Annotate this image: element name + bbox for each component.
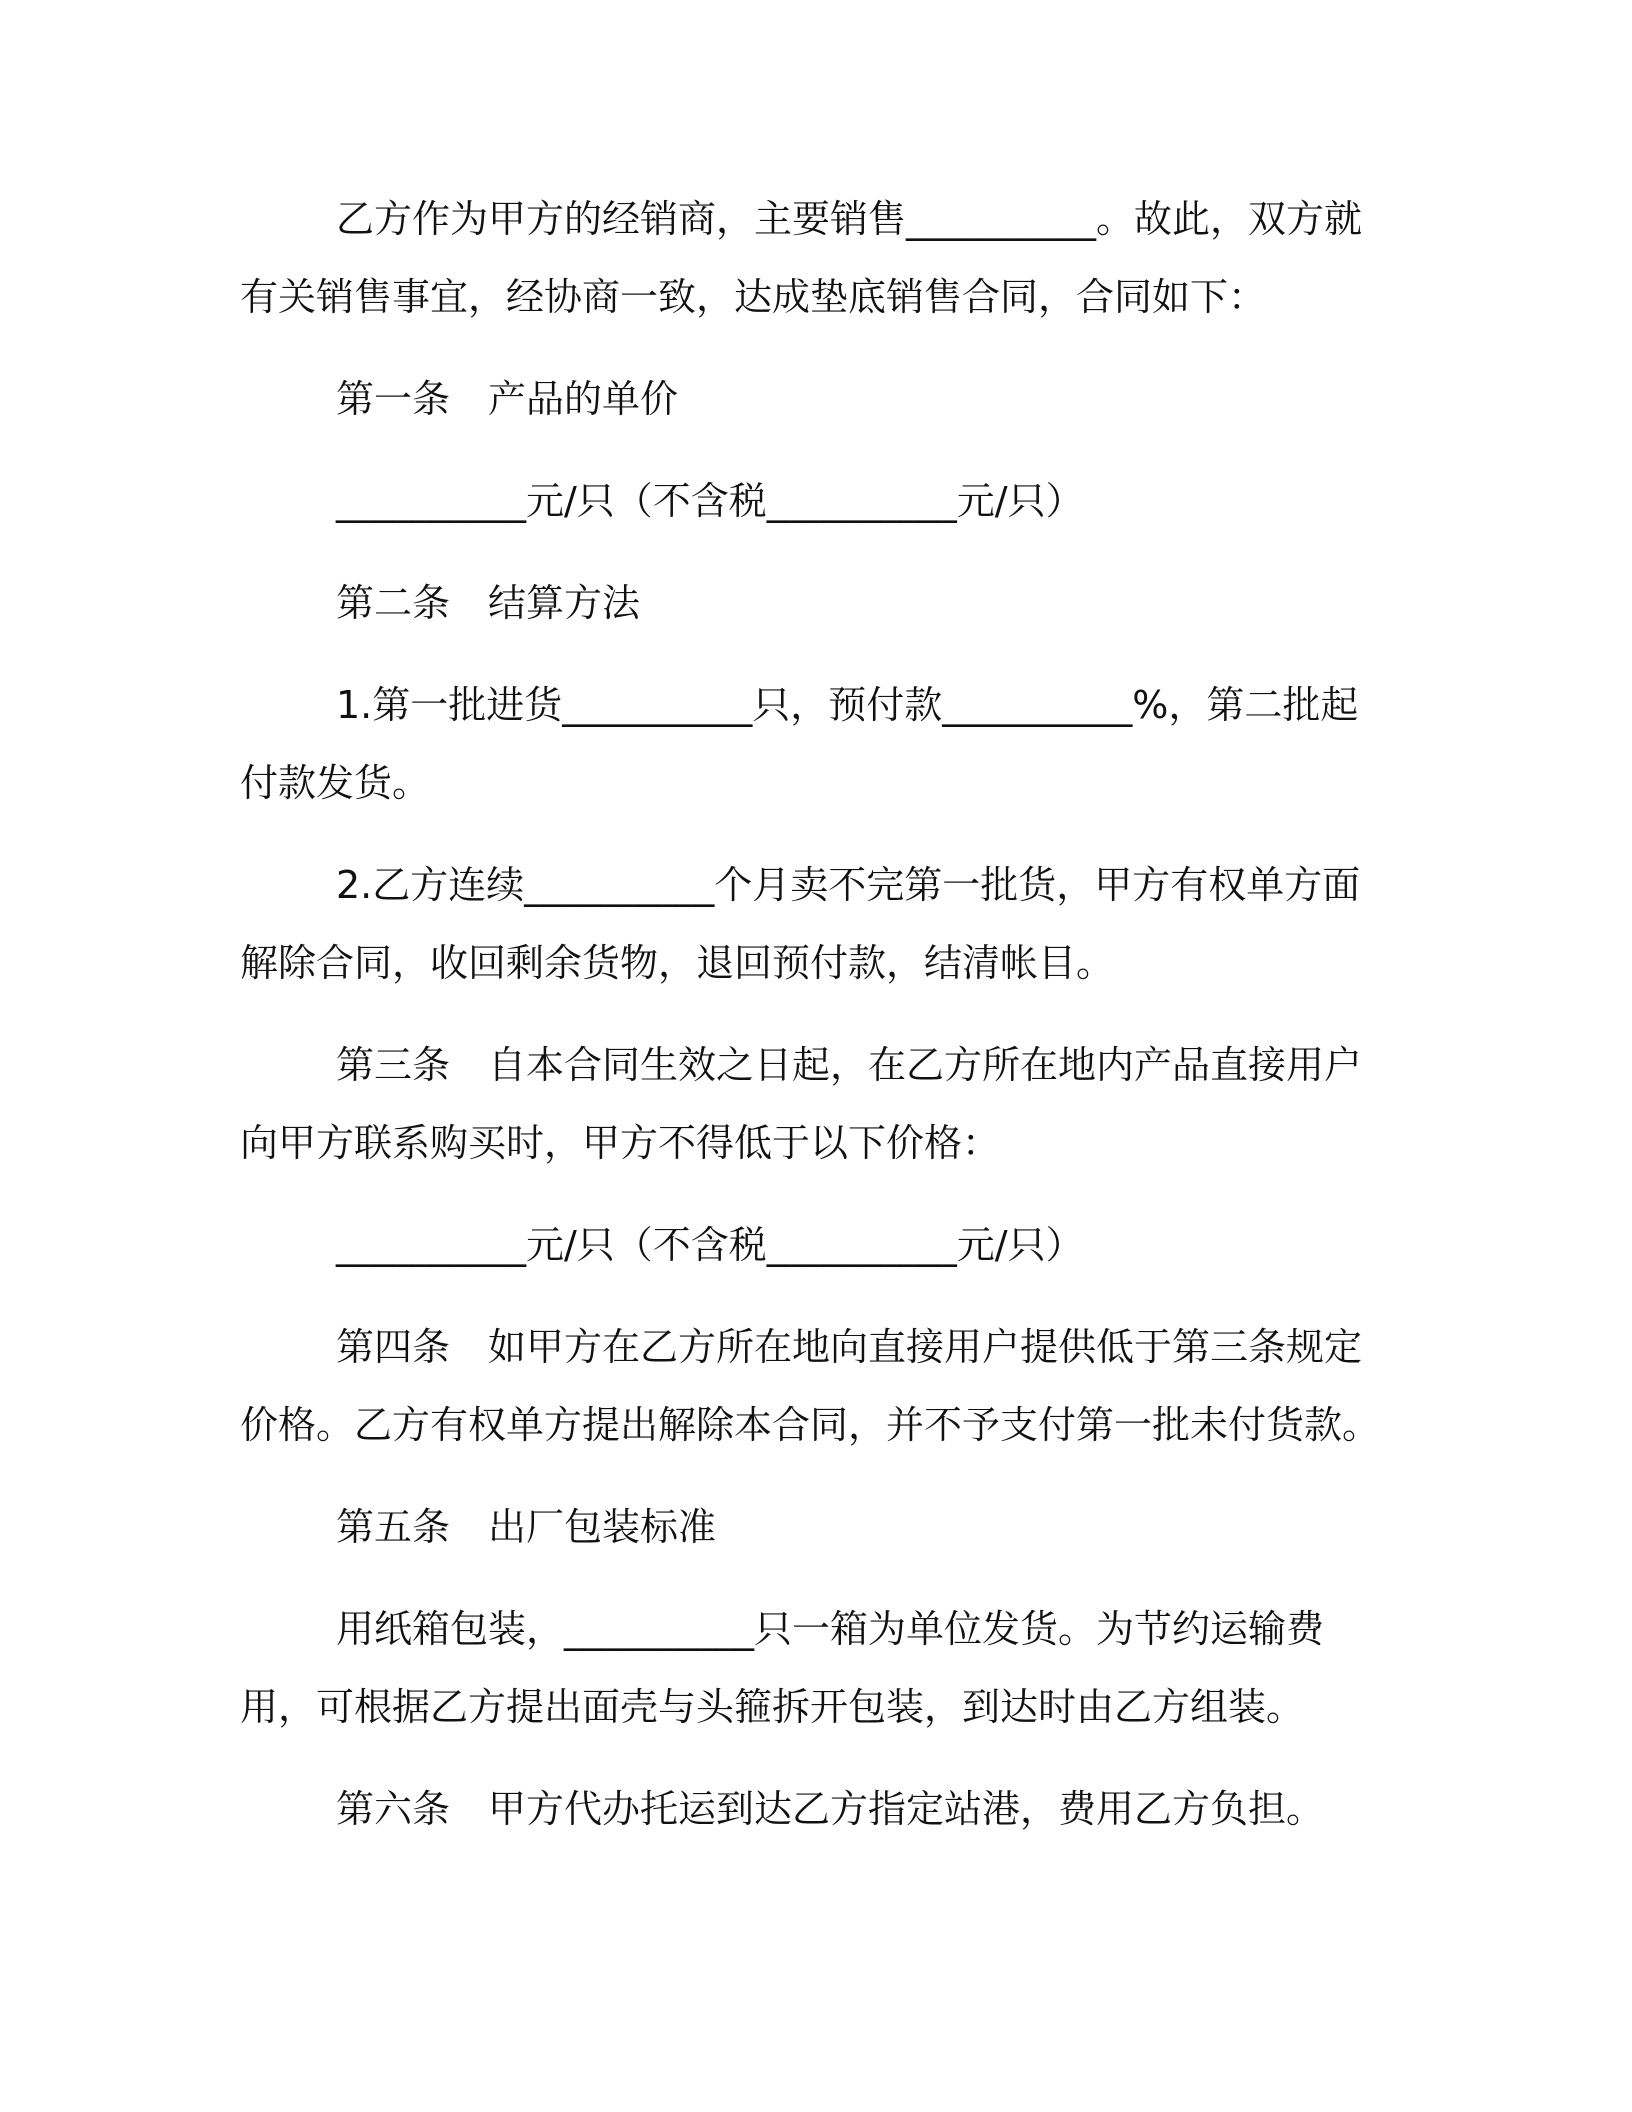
article-5-heading: 第五条 出厂包装标准 [336, 1505, 717, 1549]
article-1-price-line: __________元/只（不含税__________元/只） [336, 479, 1084, 523]
document-page [240, 180, 1390, 1872]
article-1-heading: 第一条 产品的单价 [336, 377, 679, 421]
article-2-clause-1: 1.第一批进货__________只，预付款__________%，第二批起付款发货。 [240, 683, 1359, 805]
intro-paragraph: 乙方作为甲方的经销商，主要销售__________。故此，双方就有关销售事宜，经协商一致，达成垫底销售合同，合同如下： [240, 197, 1363, 319]
article-4-paragraph: 第四条 如甲方在乙方所在地向直接用户提供低于第三条规定价格。乙方有权单方提出解除本合同，并不予支付第一批未付货款。 [240, 1325, 1381, 1447]
article-2-clause-2: 2.乙方连续__________个月卖不完第一批货，甲方有权单方面解除合同，收回剩余货物，退回预付款，结清帐目。 [240, 863, 1361, 985]
article-3-paragraph: 第三条 自本合同生效之日起，在乙方所在地内产品直接用户向甲方联系购买时，甲方不得低于以下价格： [240, 1043, 1363, 1165]
article-3-price-line: __________元/只（不含税__________元/只） [336, 1223, 1084, 1267]
article-2-heading: 第二条 结算方法 [336, 581, 641, 625]
article-5-paragraph: 用纸箱包装，__________只一箱为单位发货。为节约运输费用，可根据乙方提出面壳与头箍拆开包装，到达时由乙方组装。 [240, 1607, 1325, 1729]
article-6-paragraph: 第六条 甲方代办托运到达乙方指定站港，费用乙方负担。 [336, 1787, 1325, 1831]
